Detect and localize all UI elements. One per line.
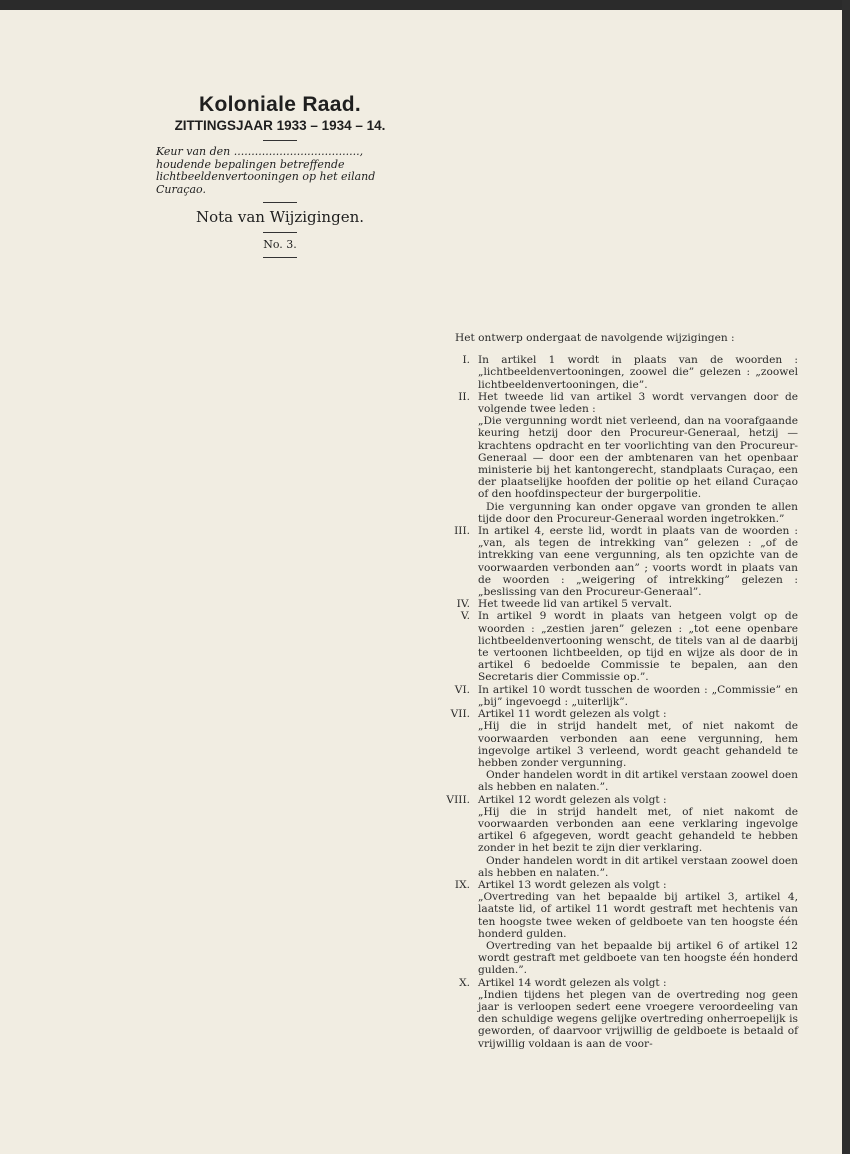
document-number: No. 3. [263,238,297,251]
council-title: Koloniale Raad. [198,93,362,116]
amendment-paragraph: In artikel 9 wordt in plaats van hetgeen volgt op de woorden : „zestien jaren” gelezen : „tot eene openbare lichtbeeldenvertooning wenscht, de titels van al de daarbij te vertoonen lichtbeelden, op tijd en wijze als door de in artikel 6 bedoelde Commissie te bepalen, aan den Secretaris dier Commissie op.”. [478,610,798,684]
amendment-paragraph: Artikel 14 wordt gelezen als volgt : [478,976,667,989]
amendment-paragraph: Die vergunning kan onder opgave van gronden te allen tijde door den Procureur-Generaal worden ingetrokken.” [478,500,798,525]
amendment-paragraph: Het tweede lid van artikel 3 wordt vervangen door de volgende twee leden : [478,390,798,416]
document-type: Nota van Wijzigingen. [195,208,364,226]
amendment-paragraph: Onder handelen wordt in dit artikel verstaan zoowel doen als hebben en nalaten.”. [478,769,798,794]
amendment-paragraph: Overtreding van het bepaalde bij artikel 6 of artikel 12 wordt gestraft met geldboete van ten hoogste één honderd gulden.”. [478,939,798,977]
document-heading [150,92,410,263]
amendment-paragraph: „Overtreding van het bepaalde bij artikel 3, artikel 4, laatste lid, of artikel 11 wordt gestraft met hechtenis van ten hoogste twee weken of geldboete van ten hoogste één honderd gulden. [478,891,798,940]
session-year: ZITTINGSJAAR 1933 – 1934 – 14. [174,118,386,133]
amendment-number: VII. [450,708,470,721]
amendment-number: VIII. [446,793,470,806]
amendment-number: II. [458,390,470,403]
amendment-item [438,610,798,683]
amendment-item [438,391,798,525]
amendment-number: V. [460,610,470,623]
scan-right-edge [842,0,850,1154]
heading-divider [263,232,297,233]
amendment-item [438,598,798,610]
amendment-item [438,525,798,598]
amendment-list [438,354,798,1050]
ordinance-subject: Keur van den ...................................., houdende bepalingen betreffende lichtbeeldenvertooningen op het eiland Curaçao. [156,145,376,196]
heading-divider [263,140,297,141]
amendment-paragraph: Artikel 12 wordt gelezen als volgt : [478,793,667,806]
amendment-item [438,354,798,391]
amendment-paragraph: „Hij die in strijd handelt met, of niet nakomt de voorwaarden verbonden aan eene verklaring ingevolge artikel 6 afgegeven, wordt geacht gehandeld te hebben zonder in het bezit te zijn dier verklaring. [478,805,798,855]
amendment-number: VI. [454,683,470,696]
amendment-number: X. [459,976,470,989]
amendment-paragraph: „Indien tijdens het plegen van de overtreding nog geen jaar is verloopen sedert eene vroegere veroordeeling van den schuldige wegens gelijke overtreding onherroepelijk is geworden, of daarvoor vrijwillig de geldboete is betaald of vrijwillig voldaan is aan de voor- [478,988,798,1050]
amendment-item [438,708,798,793]
heading-divider [263,257,297,258]
amendment-number: III. [454,525,470,538]
heading-divider [263,202,297,203]
amendment-paragraph: „Hij die in strijd handelt met, of niet nakomt de voorwaarden verbonden aan eene vergunning, hem ingevolge artikel 3 verleend, wordt geacht gehandeld te hebben zonder vergunning. [478,720,798,769]
amendment-item [438,879,798,977]
amendment-paragraph: In artikel 4, eerste lid, wordt in plaats van de woorden : „van, als tegen de intrekking van” gelezen : „of de intrekking van eene vergunning, als ten opzichte van de voorwaarden verbonden aan” ; voorts wordt in plaats van de woorden : „weigering of intrekking” gelezen : „beslissing van den Procureur-Generaal”. [478,525,798,599]
document-page [0,10,842,1154]
amendment-paragraph: In artikel 10 wordt tusschen de woorden : „Commissie” en „bij” ingevoegd : „uiterlijk”. [478,683,798,708]
amendment-number: IX. [454,878,470,891]
scan-top-edge [0,0,850,10]
amendment-number: I. [462,354,470,367]
amendment-paragraph: Het tweede lid van artikel 5 vervalt. [478,598,673,611]
amendment-item [438,977,798,1050]
amendment-paragraph: Artikel 13 wordt gelezen als volgt : [478,878,667,891]
amendment-paragraph: Onder handelen wordt in dit artikel verstaan zoowel doen als hebben en nalaten.”. [478,854,798,879]
amendment-item [438,794,798,879]
amendment-paragraph: Artikel 11 wordt gelezen als volgt : [478,708,667,721]
amendments-body [438,332,798,1050]
intro-text: Het ontwerp ondergaat de navolgende wijzigingen : [455,332,735,344]
amendment-paragraph: In artikel 1 wordt in plaats van de woorden : „lichtbeeldenvertooningen, zoowel die” gelezen : „zoowel lichtbeeldenvertooningen, die”. [478,354,798,391]
amendment-paragraph: „Die vergunning wordt niet verleend, dan na voorafgaande keuring hetzij door den Procureur-Generaal, hetzij — krachtens opdracht en ter voorlichting van den Procureur-Generaal — door een der ambtenaren van het openbaar ministerie bij het kantongerecht, standplaats Curaçao, een der plaatselijke hoofden der politie op het eiland Curaçao of den hoofdinspecteur der burgerpolitie. [478,415,798,501]
amendment-item [438,684,798,708]
amendment-number: IV. [456,598,470,611]
